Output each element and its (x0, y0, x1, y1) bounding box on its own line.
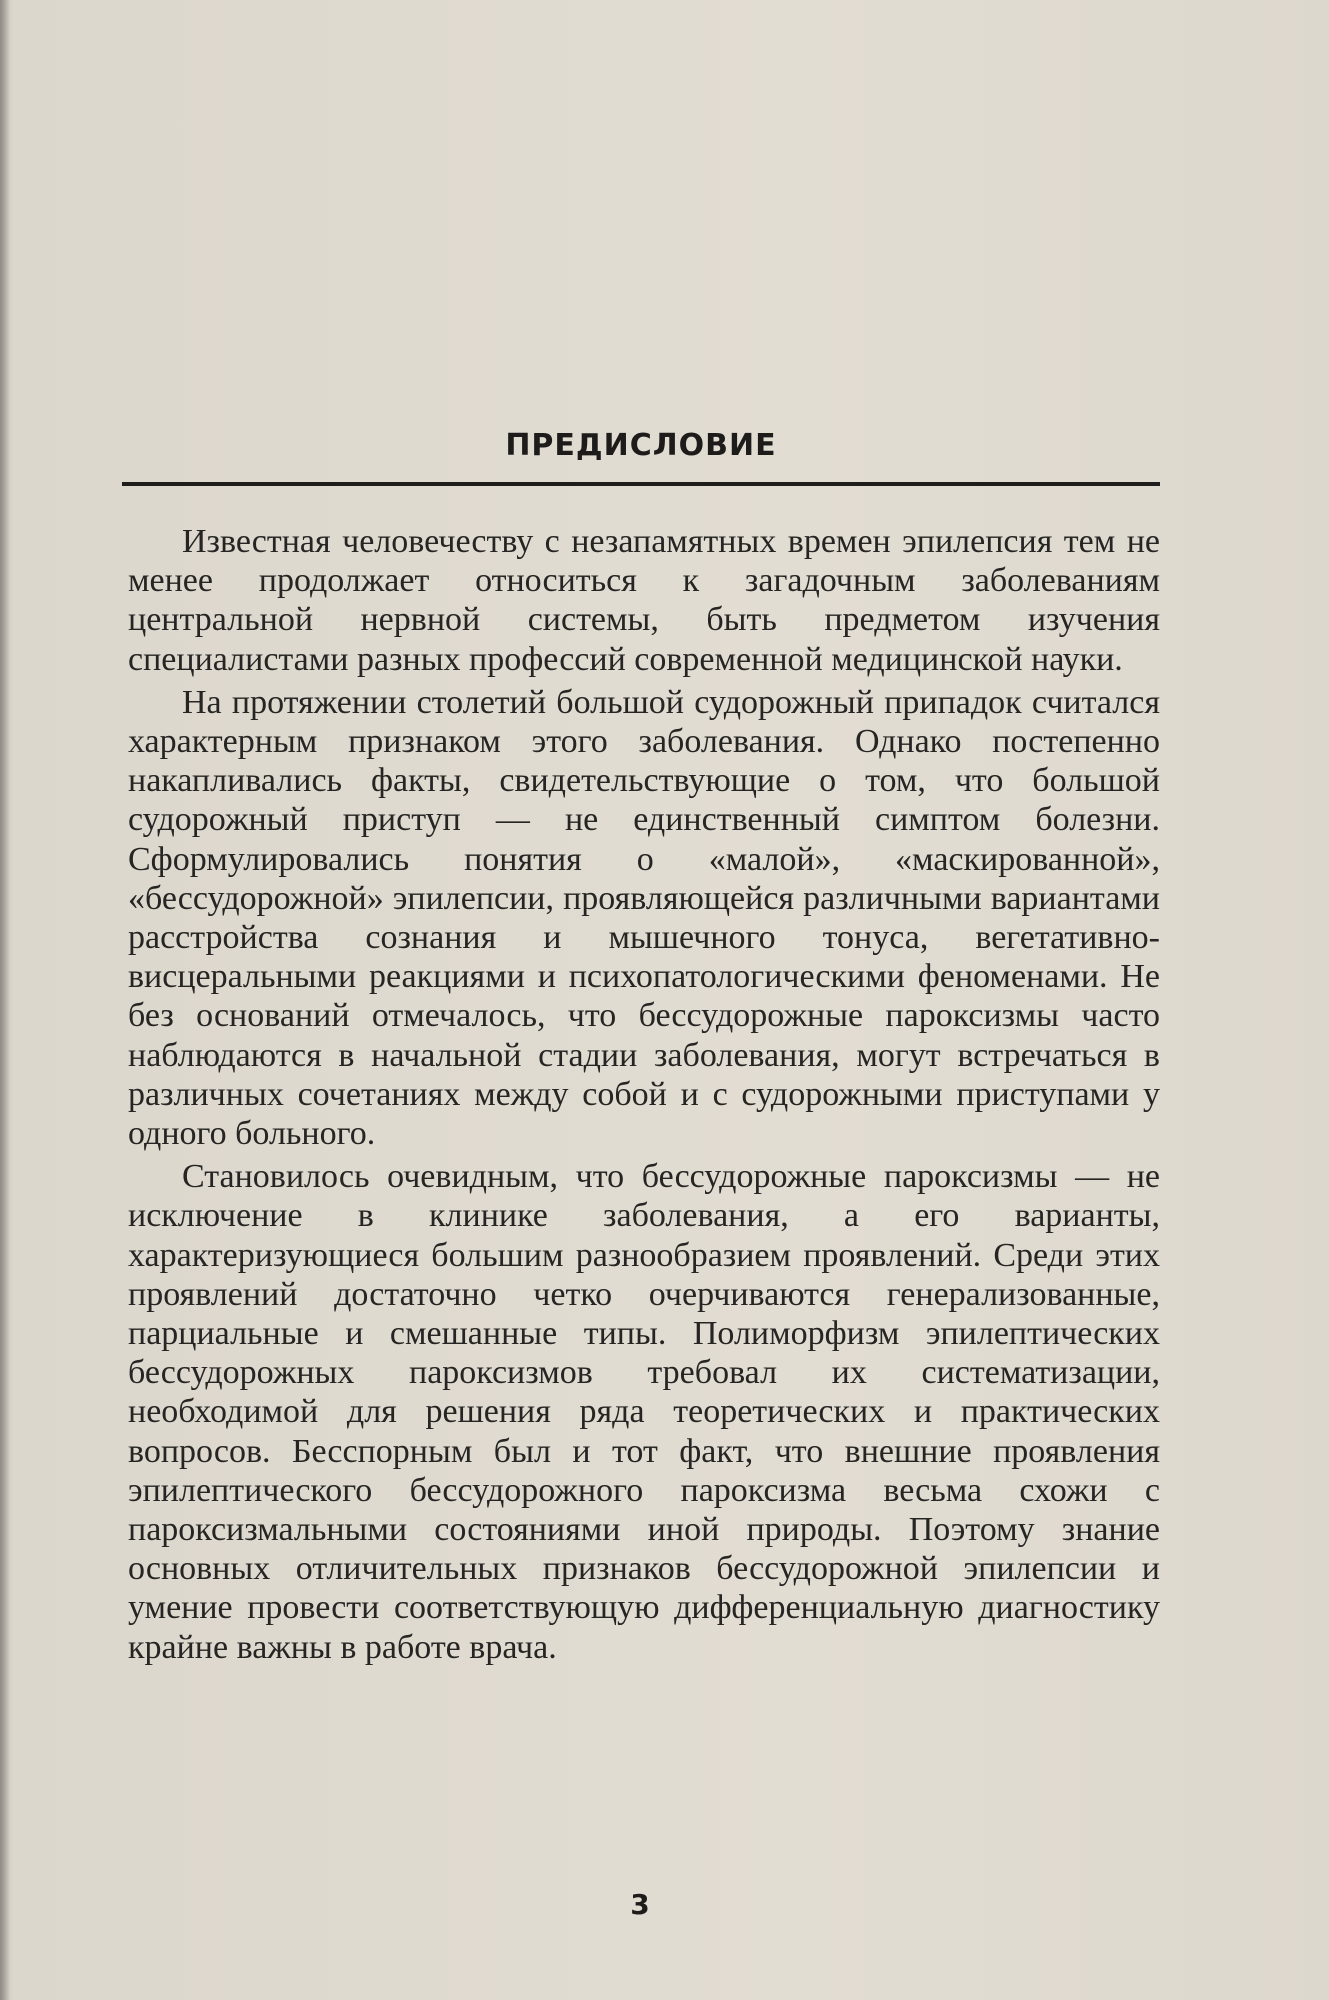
paragraph-2: На протяжении столетий большой судорожный припадок считался характерным признаком этого заболевания. Однако постепенно накапливались факты, свидетельствующие о том, что большой судорожный приступ — не единственный симптом болезни. Сформулировались понятия о «малой», «маскированной», «бессудорожной» эпилепсии, проявляющейся различными вариантами расстройства сознания и мышечного тонуса, вегетативно-висцеральными реакциями и психопатологическими феноменами. Не без оснований отмечалось, что бессудорожные пароксизмы часто наблюдаются в начальной стадии заболевания, могут встречаться в различных сочетаниях между собой и с судорожными приступами у одного больного. (128, 683, 1160, 1153)
body-text (128, 522, 1160, 1671)
section-heading: ПРЕДИСЛОВИЕ (505, 428, 777, 463)
paragraph-3: Становилось очевидным, что бессудорожные пароксизмы — не исключение в клинике заболевания, а его варианты, характеризующиеся большим разнообразием проявлений. Среди этих проявлений достаточно четко очерчиваются генерализованные, парциальные и смешанные типы. Полиморфизм эпилептических бессудорожных пароксизмов требовал их систематизации, необходимой для решения ряда теоретических и практических вопросов. Бесспорным был и тот факт, что внешние проявления эпилептического бессудорожного пароксизма весьма схожи с пароксизмальными состояниями иной природы. Поэтому знание основных отличительных признаков бессудорожной эпилепсии и умение провести соответствующую дифференциальную диагностику крайне важны в работе врача. (128, 1158, 1160, 1666)
spine-shadow (0, 0, 10, 2000)
paragraph-1: Известная человечеству с незапамятных времен эпилепсия тем не менее продолжает относиться к загадочным заболеваниям центральной нервной системы, быть предметом изучения специалистами разных профессий современной медицинской науки. (128, 523, 1160, 678)
heading-rule (122, 482, 1160, 486)
page-number: 3 (630, 1888, 650, 1921)
